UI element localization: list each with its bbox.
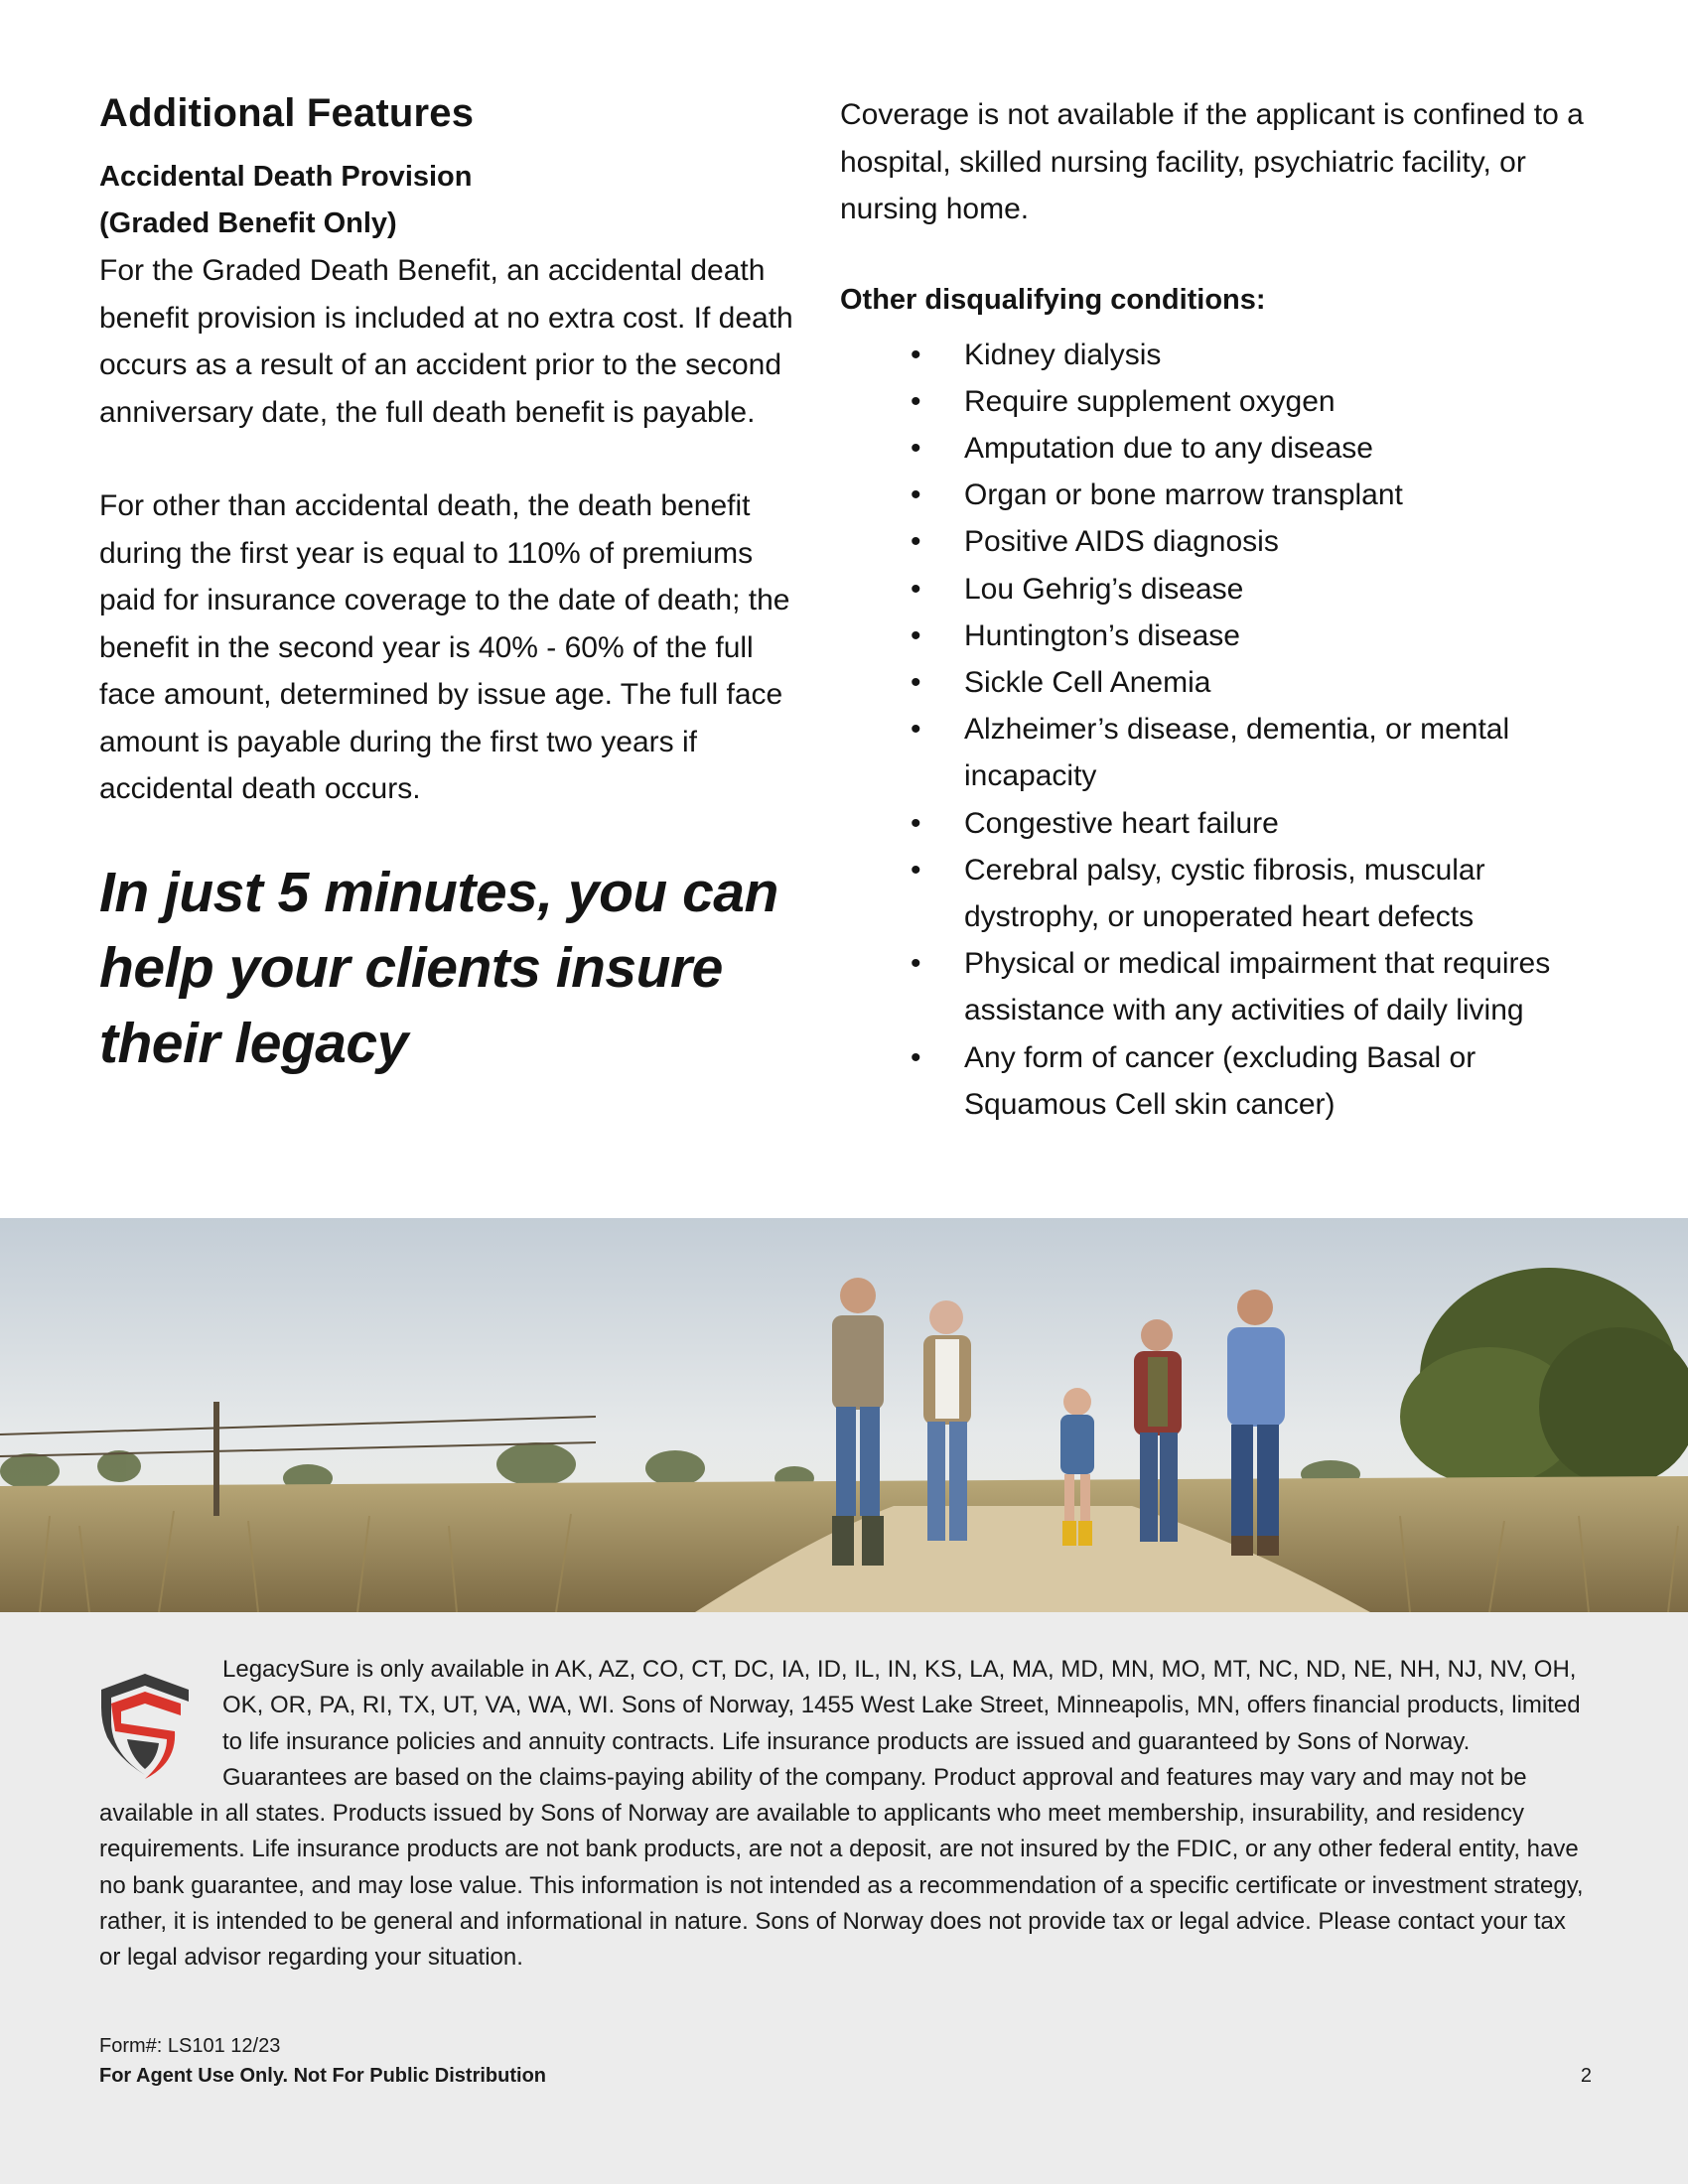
other-death-paragraph: For other than accidental death, the death benefit during the first year is equal to 110% of premiums paid for insurance coverage to the date of death; the benefit in the second year is 40% - 60% of the full face amount, determined by issue age. The full face amount is payable during the first two years if accidental death occurs. [99, 489, 790, 805]
coverage-note: Coverage is not available if the applicant is confined to a hospital, skilled nursing facility, psychiatric facility, or nursing home. [840, 98, 1584, 225]
list-item: • Require supplement oxygen [964, 378, 1595, 425]
list-item: • Positive AIDS diagnosis [964, 518, 1595, 565]
tagline: In just 5 minutes, you can help your clients insure their legacy [99, 860, 778, 1075]
family-photo [0, 1218, 1688, 1612]
list-item: • Congestive heart failure [964, 800, 1595, 847]
list-item: • Amputation due to any disease [964, 425, 1595, 472]
conditions-list [840, 332, 1595, 1128]
footer [0, 1612, 1688, 2184]
disclaimer-text: LegacySure is only available in AK, AZ, CO, CT, DC, IA, ID, IL, IN, KS, LA, MA, MD, MN, MO, MT, NC, ND, NE, NH, NJ, NV, OH, OK, OR, PA, RI, TX, UT, VA, WA, WI. Sons of Norway, 1455 West Lake Street, Minneapolis, MN, offers financial products, limited to life insurance policies and annuity contracts. Life insurance products are issued and guaranteed by Sons of Norway. Guarantees are based on the claims-paying ability of the company. Product approval and features may vary and may not be available in all states. Products issued by Sons of Norway are available to applicants who meet membership, insurability, and residency requirements. Life insurance products are not bank products, are not a deposit, are not insured by the FDIC, or any other federal entity, have no bank guarantee, and may lose value. This information is not intended as a recommendation of a specific certificate or investment strategy, rather, it is intended to be general and informational in nature. Sons of Norway does not provide tax or legal advice. Please contact your tax or legal advisor regarding your situation. [99, 1656, 1584, 1972]
list-item: • Cerebral palsy, cystic fibrosis, muscular dystrophy, or unoperated heart defects [964, 847, 1595, 940]
list-item: • Huntington’s disease [964, 613, 1595, 659]
person-mother [1134, 1319, 1182, 1542]
subhead-line-2: (Graded Benefit Only) [99, 207, 397, 239]
section-title: Additional Features [99, 91, 475, 135]
family-walking-illustration [0, 1218, 1688, 1612]
accidental-death-paragraph: For the Graded Death Benefit, an accidental death benefit provision is included at no extra cost. If death occurs as a result of an accident prior to the second anniversary date, the full death benefit is payable. [99, 254, 793, 429]
page-number: 2 [1580, 2065, 1592, 2087]
list-item: • Any form of cancer (excluding Basal or Squamous Cell skin cancer) [964, 1034, 1595, 1128]
list-item: • Kidney dialysis [964, 332, 1595, 378]
right-column [840, 91, 1595, 1128]
list-item: • Physical or medical impairment that requires assistance with any activities of daily living [964, 940, 1595, 1033]
list-item: • Lou Gehrig’s disease [964, 566, 1595, 613]
list-item: • Organ or bone marrow transplant [964, 472, 1595, 518]
subhead-line-1: Accidental Death Provision [99, 161, 473, 193]
conditions-title: Other disqualifying conditions: [840, 283, 1266, 316]
list-item: • Sickle Cell Anemia [964, 659, 1595, 706]
form-number: Form#: LS101 12/23 [99, 2035, 281, 2057]
agent-use-notice: For Agent Use Only. Not For Public Distribution [99, 2065, 546, 2087]
disclaimer [99, 1652, 1584, 1977]
left-column [99, 91, 794, 1081]
list-item: • Alzheimer’s disease, dementia, or mental incapacity [964, 706, 1595, 799]
